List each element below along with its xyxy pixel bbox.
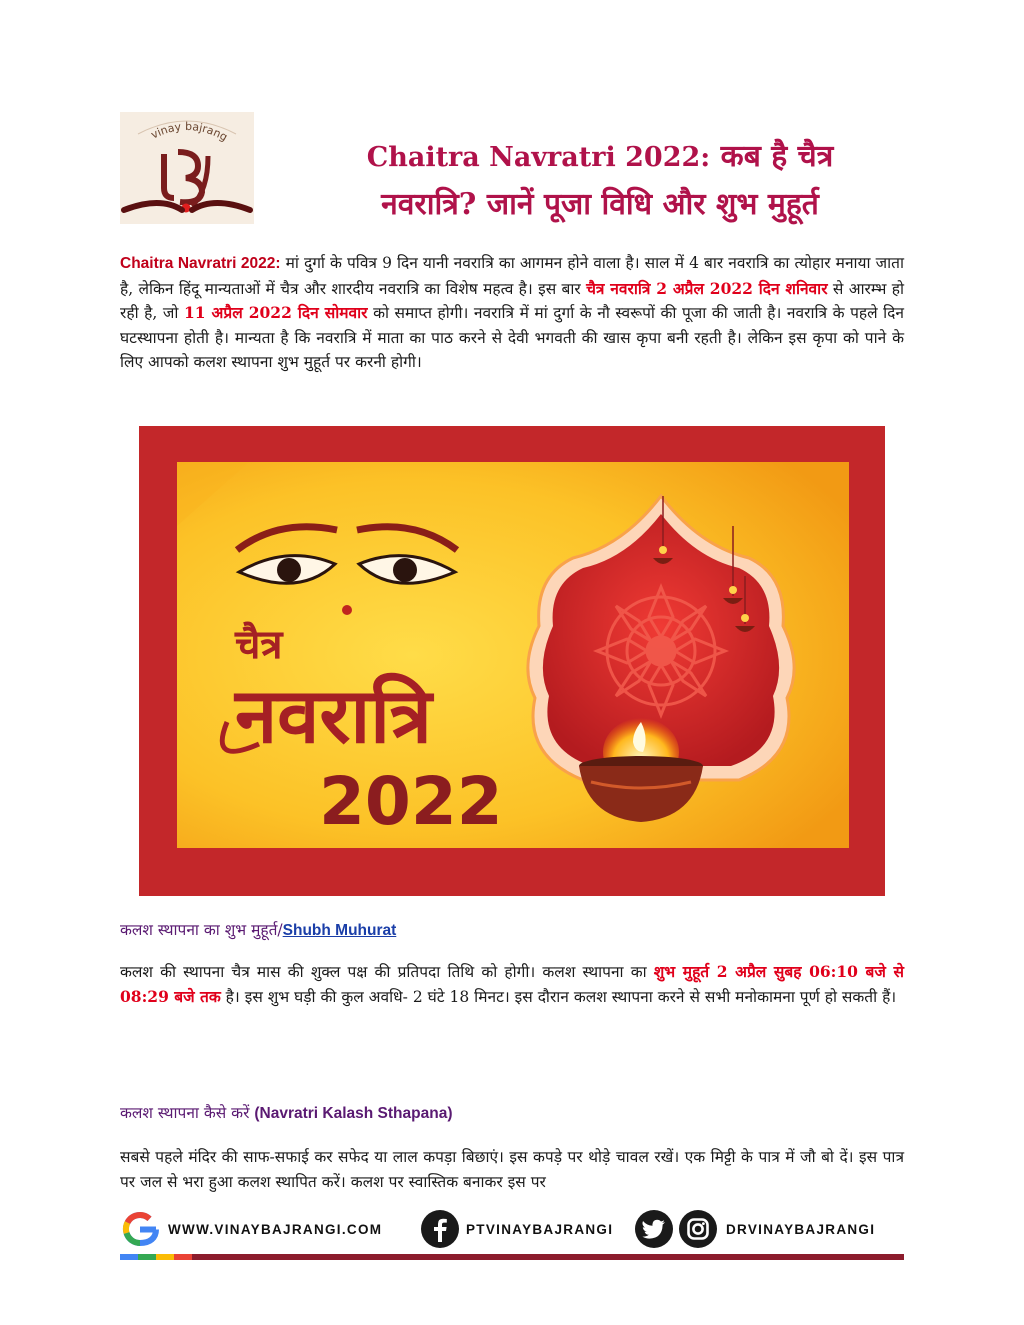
intro-highlight-start-date: चैत्र नवरात्रि 2 अप्रैल 2022 दिन शनिवार [586, 278, 828, 298]
vinay-bajrangi-logo [120, 112, 254, 224]
section1-heading-hi: कलश स्थापना का शुभ मुहूर्त/ [120, 921, 283, 939]
banner-word-navratri: नवरात्रि [235, 671, 432, 760]
bar-segment-red [174, 1254, 192, 1260]
title-line2: नवरात्रि? जानें पूजा विधि और शुभ मुहूर्त [381, 187, 819, 222]
section-heading-shubh-muhurat [120, 918, 396, 940]
muhurat-text-1: कलश की स्थापना चैत्र मास की शुक्ल पक्ष की प्रतिपदा तिथि को होगी। कलश स्थापना का [120, 963, 654, 981]
banner-year: 2022 [319, 763, 503, 840]
section2-heading-hi: कलश स्थापना कैसे करें [120, 1104, 255, 1122]
intro-text-3: को समाप्त होगी। नवरात्रि में मां दुर्गा के नौ स्वरूपों की पूजा की जाती है। नवरात्रि के पहले दिन घटस्थापना होती है। मान्यता है कि नवरात्रि में माता का पाठ करने से देवी भगवती की खास कृपा बनी रहती है। लेकिन इस कृपा को पाने के लिए आपको कलश स्थापना शुभ मुहूर्त पर करनी होगी। [120, 304, 905, 371]
kalash-paragraph: सबसे पहले मंदिर की साफ-सफाई कर सफेद या लाल कपड़ा बिछाएं। इस कपड़े पर थोड़े चावल रखें। एक मिट्टी के पात्र में जौ बो दें। इस पात्र पर जल से भरा हुआ कलश स्थापित करें। कलश पर स्वास्तिक बनाकर इस पर [120, 1148, 904, 1191]
muhurat-highlight-time: शुभ मुहूर्त 2 अप्रैल सुबह 06:10 बजे से 08:29 बजे तक [120, 962, 904, 1006]
banner-word-chaitra: चैत्र [235, 621, 283, 668]
logo-text: vinay bajrang [148, 119, 230, 144]
intro-text-2: से आरम्भ हो रही है, जो [120, 279, 905, 322]
social-handle[interactable]: DRVINAYBAJRANGI [726, 1221, 876, 1237]
bar-segment-blue [120, 1254, 138, 1260]
google-icon[interactable] [120, 1209, 160, 1249]
website-link[interactable]: WWW.VINAYBAJRANGI.COM [168, 1221, 383, 1237]
footer-color-bar [120, 1254, 904, 1260]
intro-lead: Chaitra Navratri 2022: [120, 255, 281, 272]
facebook-handle[interactable]: PTVINAYBAJRANGI [466, 1221, 614, 1237]
social-footer [120, 1206, 904, 1262]
section2-heading-en: (Navratri Kalash Sthapana) [254, 1105, 453, 1122]
instagram-icon[interactable] [678, 1209, 718, 1249]
bar-segment-yellow [156, 1254, 174, 1260]
intro-paragraph [120, 251, 904, 375]
twitter-icon[interactable] [634, 1209, 674, 1249]
facebook-icon[interactable] [420, 1209, 460, 1249]
chaitra-navratri-banner [139, 426, 885, 896]
title-line1-hi: कब है चैत्र [710, 139, 834, 174]
shubh-muhurat-link[interactable]: Shubh Muhurat [282, 922, 397, 939]
muhurat-paragraph [120, 960, 904, 1009]
intro-text-1: मां दुर्गा के पवित्र 9 दिन यानी नवरात्रि का आगमन होने वाला है। साल में 4 बार नवरात्रि का त्योहार मनाया जाता है, लेकिन हिंदू मान्यताओं में चैत्र और शारदीय नवरात्रि का विशेष महत्व है। इस बार [120, 254, 904, 298]
section-heading-kalash-sthapana [120, 1101, 452, 1123]
title-line1-en: Chaitra Navratri 2022: [366, 142, 711, 173]
bar-segment-maroon [192, 1254, 904, 1260]
bar-segment-green [138, 1254, 156, 1260]
intro-highlight-end-date: 11 अप्रैल 2022 दिन सोमवार [183, 303, 368, 322]
muhurat-text-2: है। इस शुभ घड़ी की कुल अवधि- 2 घंटे 18 मिनट। इस दौरान कलश स्थापना करने से सभी मनोकामना पूर्ण हो सकती हैं। [220, 987, 897, 1006]
page-title [280, 135, 920, 227]
